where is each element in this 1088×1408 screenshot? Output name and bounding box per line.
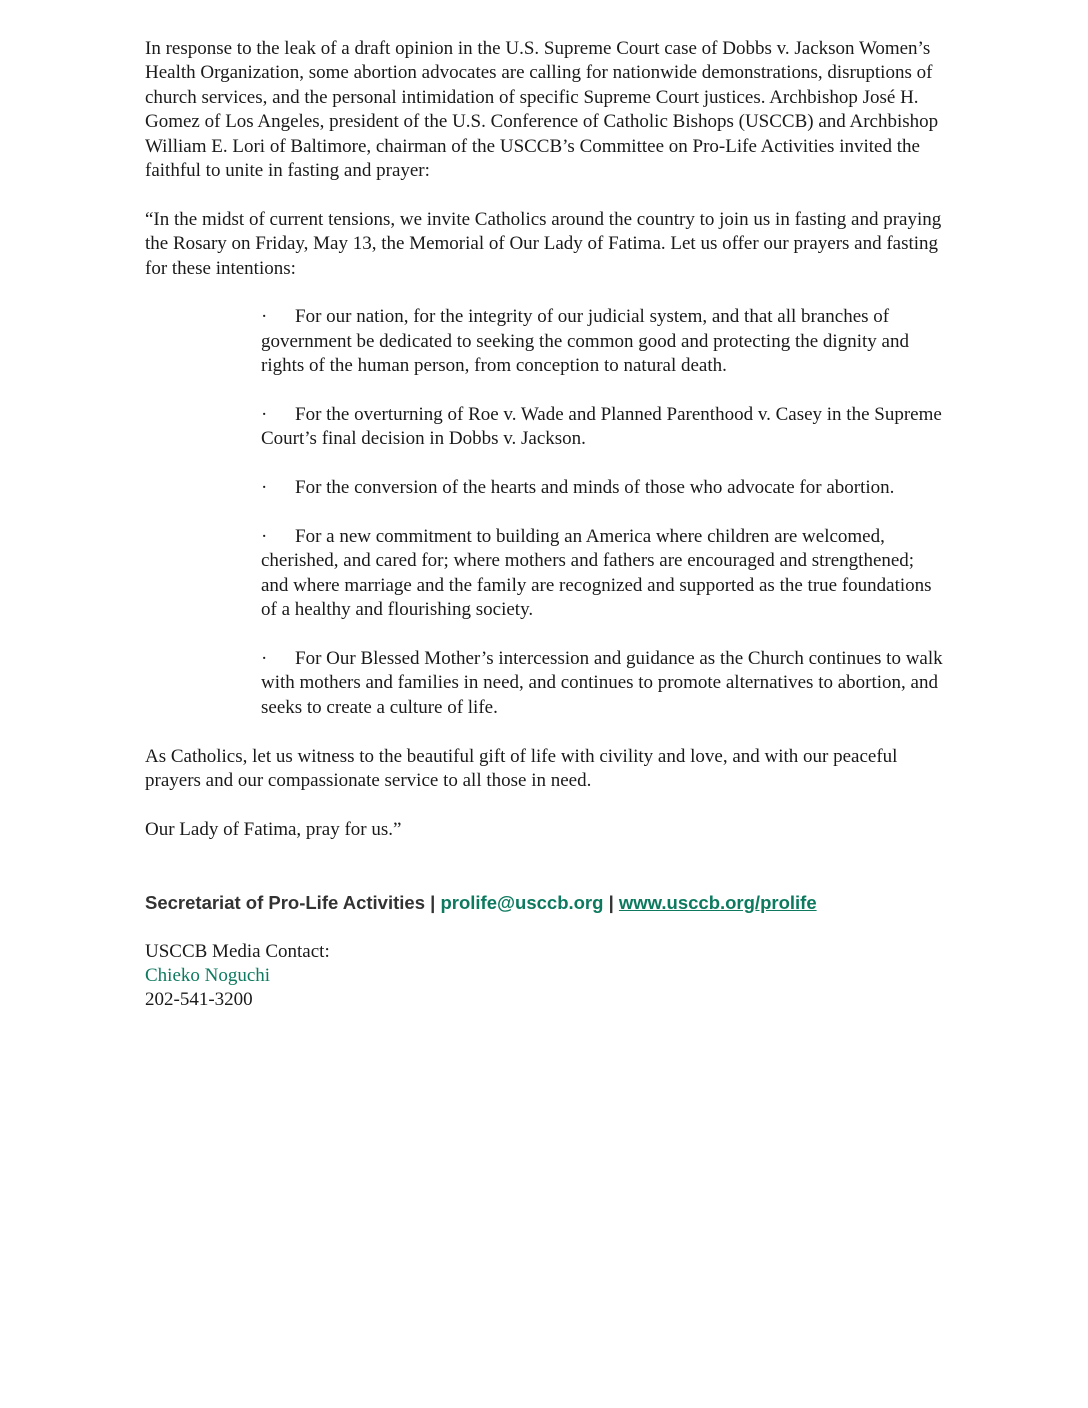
intention-item <box>261 525 945 623</box>
intention-item <box>261 647 945 720</box>
media-contact-name-link[interactable]: Chieko Noguchi <box>145 965 271 987</box>
footer-separator: | <box>430 892 436 914</box>
intention-item <box>261 305 945 378</box>
closing-paragraph: As Catholics, let us witness to the beautiful gift of life with civility and love, and with our peaceful prayers and our compassionate service to all those in need. <box>145 745 898 792</box>
media-contact-phone: 202-541-3200 <box>145 989 253 1011</box>
bullet-marker: · <box>261 404 268 426</box>
intention-item <box>261 403 945 452</box>
intention-item <box>261 476 945 500</box>
email-link[interactable]: prolife@usccb.org <box>440 892 604 914</box>
intro-paragraph: In response to the leak of a draft opinion in the U.S. Supreme Court case of Dobbs v. Jackson Women’s Health Organization, some abortion advocates are calling for nationwide demonstrations, disruptions of church services, and the personal intimidation of specific Supreme Court justices. Archbishop José H. Gomez of Los Angeles, president of the U.S. Conference of Catholic Bishops (USCCB) and Archbishop William E. Lori of Baltimore, chairman of the USCCB’s Committee on Pro-Life Activities invited the faithful to unite in fasting and prayer: <box>145 38 939 182</box>
secretariat-name: Secretariat of Pro-Life Activities <box>145 892 425 914</box>
quote-intro-paragraph: “In the midst of current tensions, we invite Catholics around the country to join us in fasting and praying the Rosary on Friday, May 13, the Memorial of Our Lady of Fatima. Let us offer our prayers and fasting for these intentions: <box>145 208 942 279</box>
intention-text: For the overturning of Roe v. Wade and Planned Parenthood v. Casey in the Supreme Court’s final decision in Dobbs v. Jackson. <box>261 404 942 450</box>
bullet-marker: · <box>261 526 268 548</box>
intention-text: For Our Blessed Mother’s intercession and guidance as the Church continues to walk with mothers and families in need, and continues to promote alternatives to abortion, and seeks to create a culture of life. <box>261 648 943 718</box>
bullet-marker: · <box>261 648 268 670</box>
intention-text: For a new commitment to building an America where children are welcomed, cherished, and cared for; where mothers and fathers are encouraged and strengthened; and where marriage and the family are recognized and supported as the true foundations of a healthy and flourishing society. <box>261 526 932 621</box>
website-link[interactable]: www.usccb.org/prolife <box>618 892 817 914</box>
bullet-marker: · <box>261 306 268 328</box>
press-release-page <box>145 37 945 1013</box>
intention-text: For the conversion of the hearts and minds of those who advocate for abortion. <box>295 477 895 499</box>
bullet-marker: · <box>261 477 268 499</box>
media-contact-label: USCCB Media Contact: <box>145 940 330 962</box>
media-contact-block <box>145 940 945 1013</box>
signoff-line: Our Lady of Fatima, pray for us.” <box>145 818 402 840</box>
intentions-list <box>261 305 945 720</box>
footer-separator: | <box>608 892 614 914</box>
intention-text: For our nation, for the integrity of our judicial system, and that all branches of government be dedicated to seeking the common good and protecting the dignity and rights of the human person, from conception to natural death. <box>261 306 909 377</box>
secretariat-footer <box>145 891 945 915</box>
